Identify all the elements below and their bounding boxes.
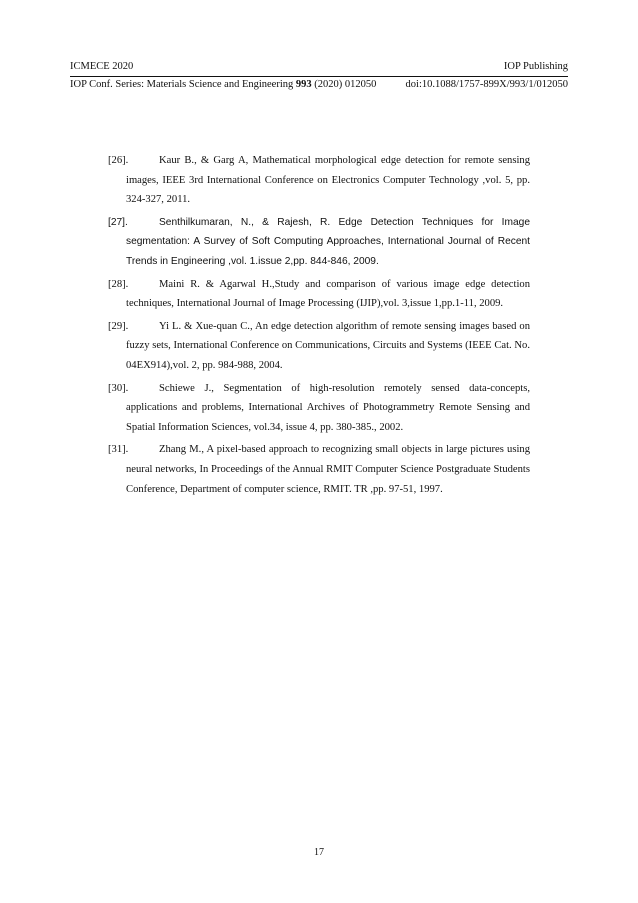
reference-number: [26].: [108, 155, 129, 166]
series-line: [70, 78, 568, 92]
reference-item-29: [108, 317, 530, 376]
reference-item-26: [108, 151, 530, 210]
reference-text: Kaur B., & Garg A, Mathematical morphological edge detection for remote sensing images, IEEE 3rd International Conference on Electronics Computer Technology ,vol. 5, pp. 324-327, 2011.: [126, 155, 530, 206]
publisher-name: IOP Publishing: [503, 61, 568, 72]
series-volume: 993: [295, 79, 312, 90]
reference-list: [108, 151, 530, 502]
series-prefix: IOP Conf. Series: Materials Science and Engineering: [70, 79, 296, 90]
reference-text: Yi L. & Xue-quan C., An edge detection algorithm of remote sensing images based on fuzzy sets, International Conference on Communications, Circuits and Systems (IEEE Cat. No. 04EX914),vol. 2, pp. 984-988, 2004.: [126, 320, 530, 371]
series-citation: [70, 78, 376, 92]
reference-number: [31].: [108, 444, 129, 456]
doi-text: doi:10.1088/1757-899X/993/1/012050: [405, 79, 568, 90]
running-header: [70, 60, 568, 74]
reference-item-27: [108, 213, 530, 272]
series-suffix: (2020) 012050: [311, 79, 377, 90]
page-number: 17: [314, 847, 324, 858]
reference-item-30: [108, 379, 530, 438]
reference-text: Schiewe J., Segmentation of high-resolution remotely sensed data-concepts, applications and problems, International Archives of Photogrammetry Remote Sensing and Spatial Information Sciences, vol.34, issue 4, pp. 380-385., 2002.: [126, 382, 530, 433]
reference-number: [27].: [108, 216, 128, 228]
reference-text: Zhang M., A pixel-based approach to recognizing small objects in large pictures using neural networks, In Proceedings of the Annual RMIT Computer Science Postgraduate Students Conference, Department of computer science, RMIT. TR ,pp. 97-51, 1997.: [126, 444, 530, 495]
reference-text: Maini R. & Agarwal H.,Study and comparison of various image edge detection techniques, International Journal of Image Processing (IJIP),vol. 3,issue 1,pp.1-11, 2009.: [126, 278, 530, 310]
reference-number: [30].: [108, 382, 129, 394]
reference-number: [29].: [108, 320, 129, 332]
reference-item-28: [108, 275, 530, 314]
conference-name: ICMECE 2020: [70, 61, 134, 72]
reference-item-31: [108, 440, 530, 499]
reference-text: Senthilkumaran, N., & Rajesh, R. Edge Detection Techniques for Image segmentation: A Survey of Soft Computing Approaches, International Journal of Recent Trends in Engineering ,vol. 1.issue 2,pp. 844-846, 2009.: [126, 216, 530, 267]
header-divider: [70, 76, 568, 77]
reference-number: [28].: [108, 278, 129, 290]
